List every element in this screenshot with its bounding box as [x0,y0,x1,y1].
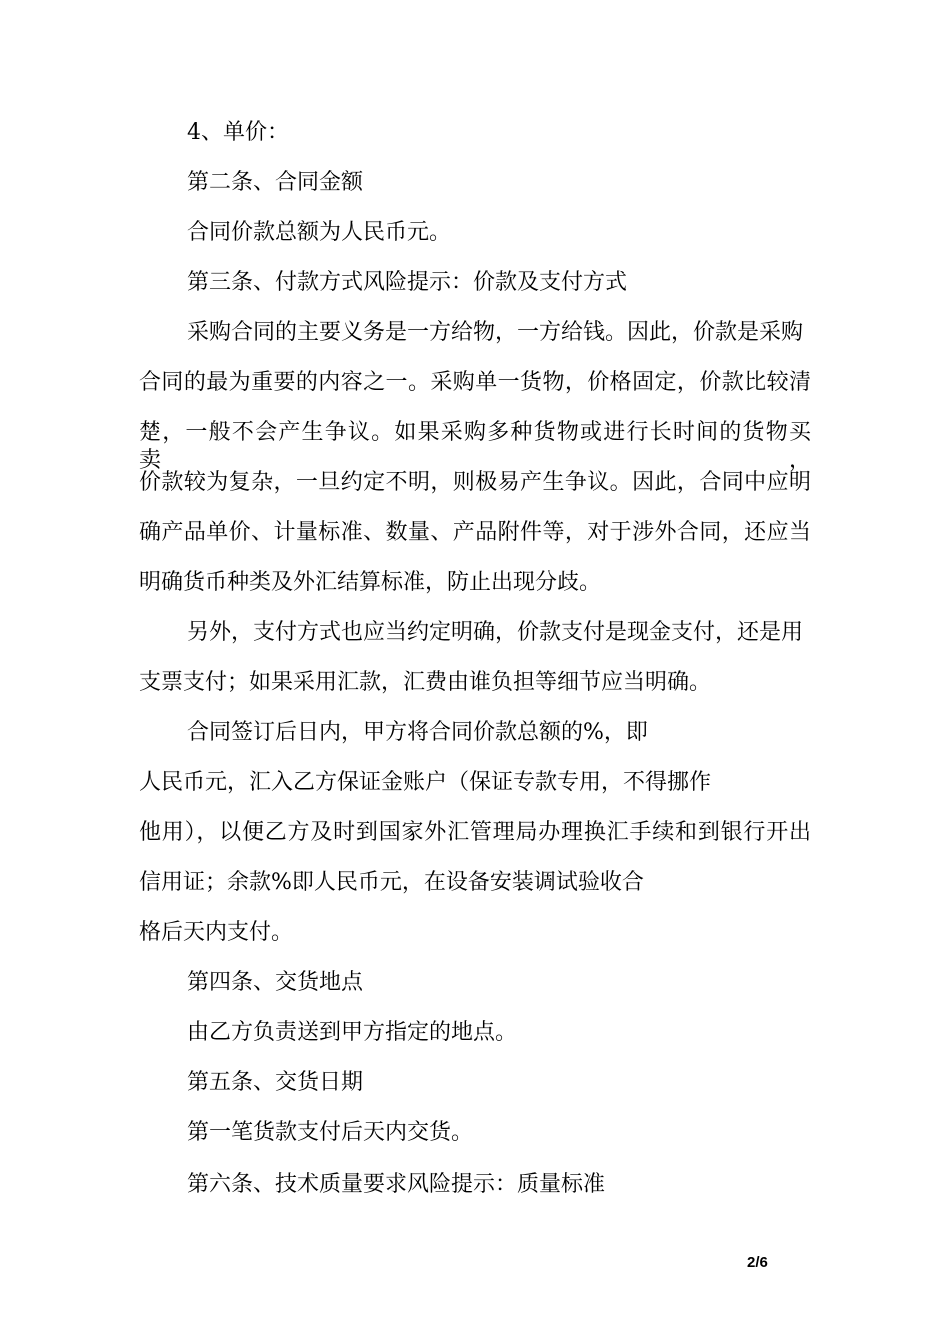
page-number: 2/6 [747,1254,768,1271]
article-3-heading: 第三条、付款方式风险提示：价款及支付方式 [187,270,628,295]
article-2-heading: 第二条、合同金额 [187,170,364,195]
paragraph-line: 合同签订后日内，甲方将合同价款总额的%，即 [187,720,648,745]
paragraph-line: 另外，支付方式也应当约定明确，价款支付是现金支付，还是用 [187,620,804,645]
paragraph-line: 合同的最为重要的内容之一。采购单一货物，价格固定，价款比较清 [139,370,811,395]
paragraph-line: 确产品单价、计量标准、数量、产品附件等，对于涉外合同，还应当 [139,520,811,545]
article-4-heading: 第四条、交货地点 [187,970,364,995]
delivery-date-text: 第一笔货款支付后天内交货。 [187,1120,474,1145]
article-5-heading: 第五条、交货日期 [187,1070,364,1095]
article-6-heading: 第六条、技术质量要求风险提示：质量标准 [187,1172,606,1197]
unit-price-line: 4、单价： [187,120,289,145]
paragraph-line: 楚，一般不会产生争议。如果采购多种货物或进行长时间的货物买卖， [139,420,811,473]
paragraph-line: 信用证；余款%即人民币元，在设备安装调试验收合 [139,870,644,895]
paragraph-line: 明确货币种类及外汇结算标准，防止出现分歧。 [139,570,602,595]
paragraph-line: 人民币元，汇入乙方保证金账户（保证专款专用，不得挪作 [139,770,712,795]
contract-amount-text: 合同价款总额为人民币元。 [187,220,452,245]
paragraph-line: 价款较为复杂，一旦约定不明，则极易产生争议。因此，合同中应明 [139,470,811,495]
paragraph-line: 格后天内支付。 [139,920,294,945]
delivery-place-text: 由乙方负责送到甲方指定的地点。 [187,1020,518,1045]
paragraph-line: 采购合同的主要义务是一方给物，一方给钱。因此，价款是采购 [187,320,804,345]
paragraph-line: 他用），以便乙方及时到国家外汇管理局办理换汇手续和到银行开出 [139,820,811,845]
paragraph-line: 支票支付；如果采用汇款，汇费由谁负担等细节应当明确。 [139,670,712,695]
